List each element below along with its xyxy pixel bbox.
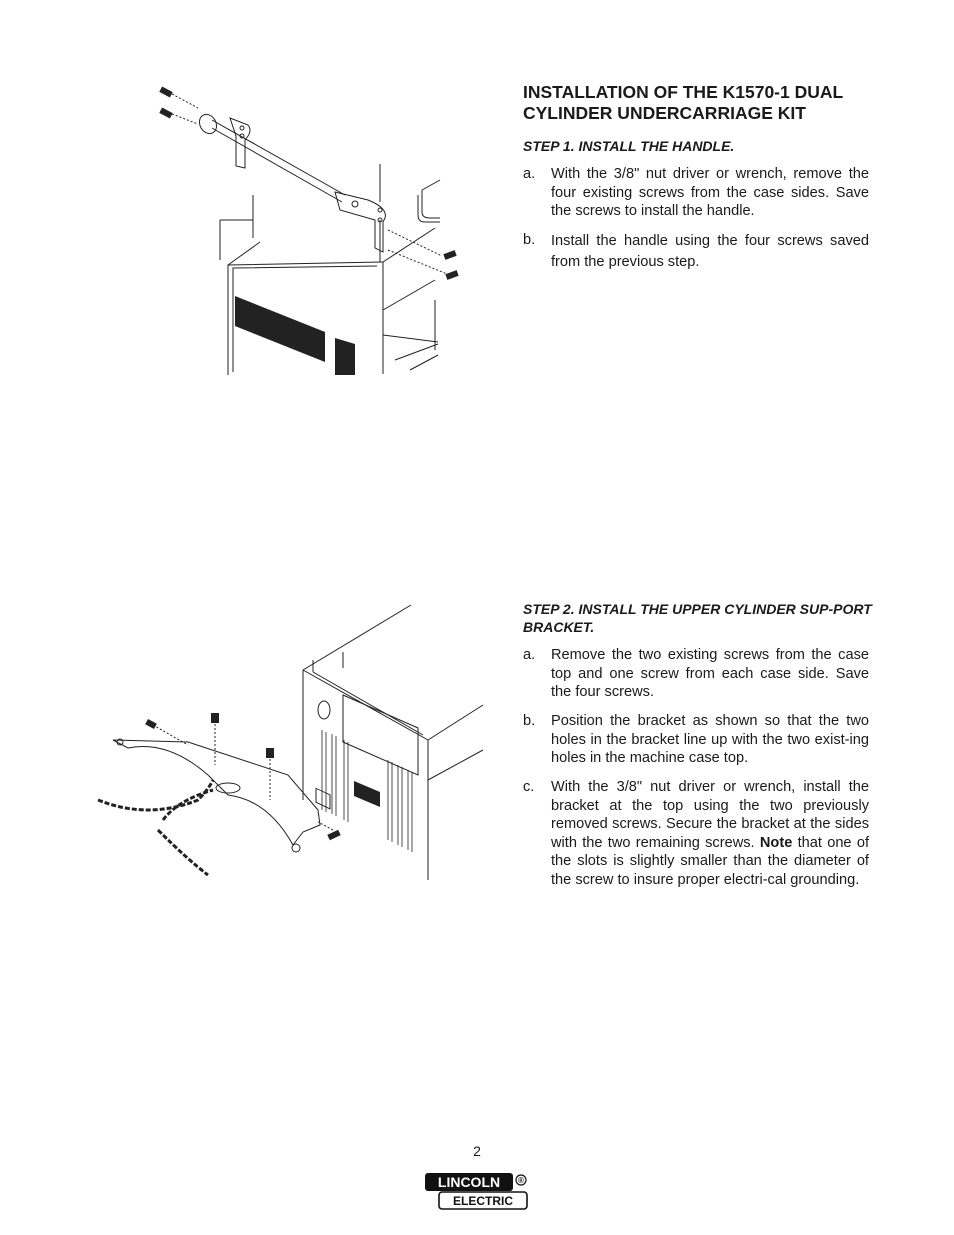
item-text-part: that one of the slots is slightly smaller than the diameter of the screw to insure proper electri-cal grounding. [551, 834, 869, 888]
step-1-item-b [523, 231, 869, 273]
item-label: c. [523, 779, 535, 795]
step-2-item-a [523, 646, 869, 702]
logo-line1: LINCOLN [437, 1174, 501, 1190]
bracket-installation-figure [88, 600, 488, 885]
lincoln-electric-logo [425, 1171, 531, 1211]
page-number: 2 [473, 1143, 481, 1159]
logo-line2: ELECTRIC [453, 1194, 513, 1208]
item-text-part: With the 3/8" nut driver or wrench, install the bracket at the top using the two previously removed screws. Secure the bracket at the sides with the two remaining screws. [551, 779, 869, 851]
step-1-item-a [523, 165, 869, 221]
logo-mark: ® [518, 1176, 524, 1185]
section-heading: INSTALLATION OF THE K1570-1 DUAL CYLINDER UNDERCARRIAGE KIT [523, 82, 843, 123]
item-label: b. [523, 713, 536, 729]
item-text: Install the handle using the four screws saved from the previous step. [551, 233, 869, 270]
step-1-title: STEP 1. INSTALL THE HANDLE. [523, 138, 735, 154]
step-2-title: STEP 2. INSTALL THE UPPER CYLINDER SUP-PORT BRACKET. [523, 601, 872, 635]
item-label: b. [523, 232, 536, 248]
item-label: a. [523, 647, 536, 663]
handle-installation-figure [150, 80, 490, 375]
item-label: a. [523, 166, 536, 182]
step-2-item-c [523, 778, 869, 890]
item-text [551, 778, 869, 890]
item-text: Position the bracket as shown so that the two holes in the bracket line up with the two exist-ing holes in the machine case top. [551, 713, 869, 767]
item-text: Remove the two existing screws from the case top and one screw from each case side. Save the four screws. [551, 647, 869, 701]
step-2-item-b [523, 712, 869, 768]
note-emphasis: Note [759, 834, 793, 851]
item-text: With the 3/8" nut driver or wrench, remove the four existing screws from the case sides. Save the screws to install the handle. [551, 166, 869, 220]
